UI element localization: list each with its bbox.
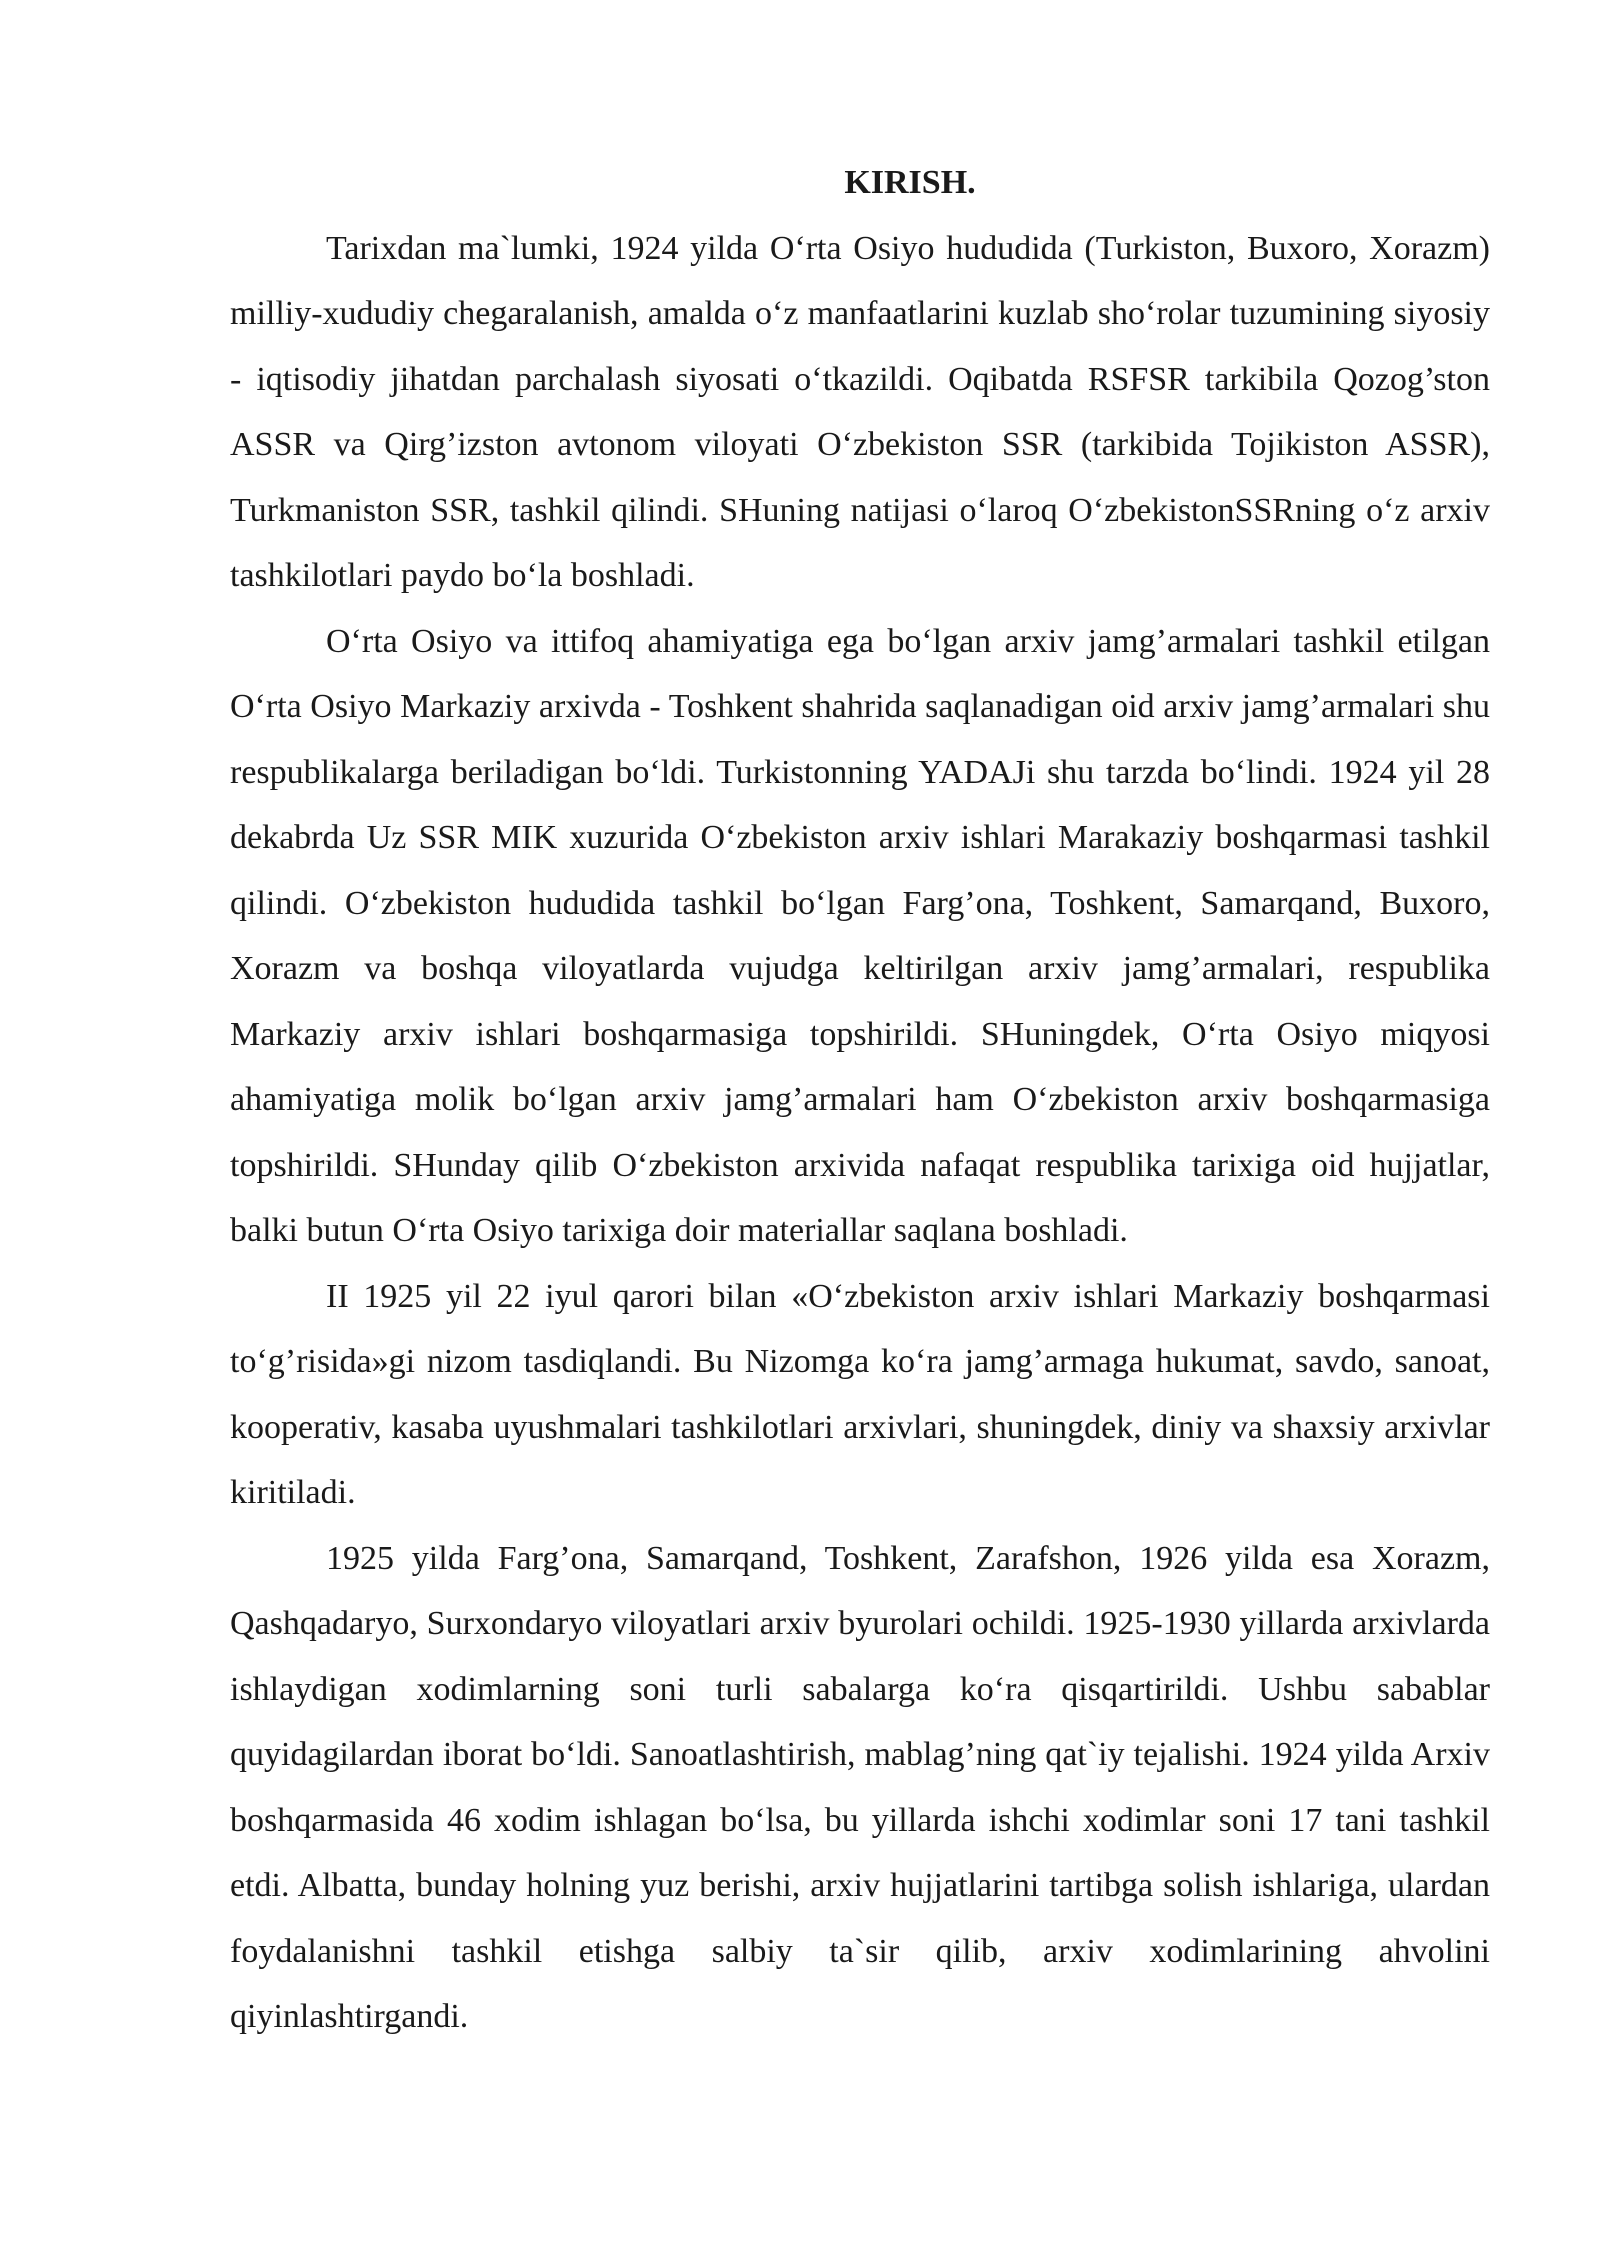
document-title: KIRISH. [844, 164, 976, 201]
paragraph-2: O‘rta Osiyo va ittifoq ahamiyatiga ega bo‘lgan arxiv jamg’armalari tashkil etilgan O‘rta Osiyo Markaziy arxivda - Toshkent shahrida saqlanadigan oid arxiv jamg’armalari shu respublikalarga beriladigan bo‘ldi. Turkistonning YADAJi shu tarzda bo‘lindi. 1924 yil 28 dekabrda Uz SSR MIK xuzurida O‘zbekiston arxiv ishlari Marakaziy boshqarmasi tashkil qilindi. O‘zbekiston hududida tashkil bo‘lgan Farg’ona, Toshkent, Samarqand, Buxoro, Xorazm va boshqa viloyatlarda vujudga keltirilgan arxiv jamg’armalari, respublika Markaziy arxiv ishlari boshqarmasiga topshirildi. SHuningdek, O‘rta Osiyo miqyosi ahamiyatiga molik bo‘lgan arxiv jamg’armalari ham O‘zbekiston arxiv boshqarmasiga topshirildi. SHunday qilib O‘zbekiston arxivida nafaqat respublika tarixiga oid hujjatlar, balki butun O‘rta Osiyo tarixiga doir materiallar saqlana boshladi. [230, 622, 1490, 1249]
paragraph-4: 1925 yilda Farg’ona, Samarqand, Toshkent, Zarafshon, 1926 yilda esa Xorazm, Qashqadaryo, Surxondaryo viloyatlari arxiv byurolari ochildi. 1925-1930 yillarda arxivlarda ishlaydigan xodimlarning soni turli sabalarga ko‘ra qisqartirildi. Ushbu sabablar quyidagilardan iborat bo‘ldi. Sanoatlashtirish, mablag’ning qat`iy tejalishi. 1924 yilda Arxiv boshqarmasida 46 xodim ishlagan bo‘lsa, bu yillarda ishchi xodimlar soni 17 tani tashkil etdi. Albatta, bunday holning yuz berishi, arxiv hujjatlarini tartibga solish ishlariga, ulardan foydalanishni tashkil etishga salbiy ta`sir qilib, arxiv xodimlarining ahvolini qiyinlashtirgandi. [230, 1539, 1490, 2035]
paragraph-3: II 1925 yil 22 iyul qarori bilan «O‘zbekiston arxiv ishlari Markaziy boshqarmasi to‘g’risida»gi nizom tasdiqlandi. Bu Nizomga ko‘ra jamg’armaga hukumat, savdo, sanoat, kooperativ, kasaba uyushmalari tashkilotlari arxivlari, shuningdek, diniy va shaxsiy arxivlar kiritiladi. [230, 1277, 1490, 1511]
document-body [230, 150, 1490, 2050]
paragraph-1: Tarixdan ma`lumki, 1924 yilda O‘rta Osiyo hududida (Turkiston, Buxoro, Xorazm) milliy-xududiy chegaralanish, amalda o‘z manfaatlarini kuzlab sho‘rolar tuzumining siyosiy - iqtisodiy jihatdan parchalash siyosati o‘tkazildi. Oqibatda RSFSR tarkibila Qozog’ston ASSR va Qirg’izston avtonom viloyati O‘zbekiston SSR (tarkibida Tojikiston ASSR), Turkmaniston SSR, tashkil qilindi. SHuning natijasi o‘laroq O‘zbekistonSSRning o‘z arxiv tashkilotlari paydo bo‘la boshladi. [230, 229, 1490, 594]
